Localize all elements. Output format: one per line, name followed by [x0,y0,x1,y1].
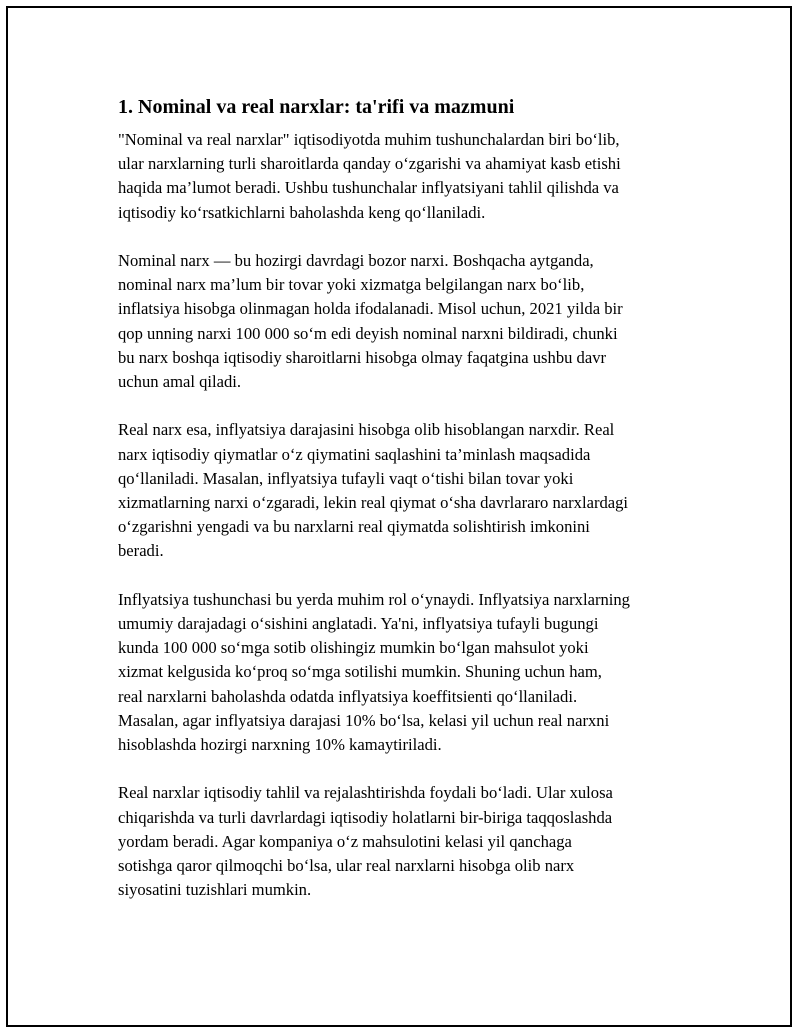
text-line: narx iqtisodiy qiymatlar o‘z qiymatini saqlashini ta’minlash maqsadida [118,444,591,464]
text-line: real narxlarni baholashda odatda inflyatsiya koeffitsienti qo‘llaniladi. [118,686,578,706]
text-line: xizmat kelgusida ko‘proq so‘mga sotilishi mumkin. Shuning uchun ham, [118,662,602,682]
text-line: "Nominal va real narxlar" iqtisodiyotda muhim tushunchalardan biri bo‘lib, [118,130,620,149]
document-body [118,94,698,927]
text-line: chiqarishda va turli davrlardagi iqtisodiy holatlarni bir-biriga taqqoslashda [118,807,613,827]
section-heading: 1. Nominal va real narxlar: ta'rifi va mazmuni [118,96,515,118]
text-line: umumiy darajadagi o‘sishini anglatadi. Ya'ni, inflyatsiya tufayli bugungi [118,614,599,634]
paragraph-inflation [118,588,698,757]
text-line: bu narx boshqa iqtisodiy sharoitlarni hisobga olmay faqatgina ushbu davr [118,347,607,367]
paragraph-real-price [118,418,698,563]
text-line: iqtisodiy ko‘rsatkichlarni baholashda keng qo‘llaniladi. [118,202,486,222]
text-line: Real narx esa, inflyatsiya darajasini hisobga olib hisoblangan narxdir. Real [118,420,615,440]
text-line: Real narxlar iqtisodiy tahlil va rejalashtirishda foydali bo‘ladi. Ular xulosa [118,783,613,803]
text-line: uchun amal qiladi. [118,372,242,392]
text-line: qo‘llaniladi. Masalan, inflyatsiya tufayli vaqt o‘tishi bilan tovar yoki [118,468,574,488]
text-line: Inflyatsiya tushunchasi bu yerda muhim rol o‘ynaydi. Inflyatsiya narxlarning [118,589,630,609]
text-line: nominal narx ma’lum bir tovar yoki xizmatga belgilangan narx bo‘lib, [118,275,585,295]
paragraph-real-prices-use [118,781,698,902]
text-line: Nominal narx — bu hozirgi davrdagi bozor narxi. Boshqacha aytganda, [118,251,594,270]
text-line: beradi. [118,541,164,561]
text-line: hisoblashda hozirgi narxning 10% kamaytiriladi. [118,735,442,755]
paragraph-nominal-price [118,249,698,394]
text-line: haqida ma’lumot beradi. Ushbu tushunchalar inflyatsiyani tahlil qilishda va [118,178,619,198]
text-line: Masalan, agar inflyatsiya darajasi 10% bo‘lsa, kelasi yil uchun real narxni [118,710,610,730]
text-line: qop unning narxi 100 000 so‘m edi deyish nominal narxni bildiradi, chunki [118,323,618,343]
text-line: kunda 100 000 so‘mga sotib olishingiz mumkin bo‘lgan mahsulot yoki [118,638,589,658]
text-line: siyosatini tuzishlari mumkin. [118,880,312,900]
text-line: yordam beradi. Agar kompaniya o‘z mahsulotini kelasi yil qanchaga [118,831,572,851]
paragraph-intro [118,128,698,225]
text-line: xizmatlarning narxi o‘zgaradi, lekin real qiymat o‘sha davrlararo narxlardagi [118,493,629,513]
text-line: inflatsiya hisobga olinmagan holda ifodalanadi. Misol uchun, 2021 yilda bir [118,299,623,319]
text-line: o‘zgarishni yengadi va bu narxlarni real qiymatda solishtirish imkonini [118,517,590,537]
text-line: ular narxlarning turli sharoitlarda qanday o‘zgarishi va ahamiyat kasb etishi [118,154,621,174]
text-line: sotishga qaror qilmoqchi bo‘lsa, ular real narxlarni hisobga olib narx [118,856,575,876]
